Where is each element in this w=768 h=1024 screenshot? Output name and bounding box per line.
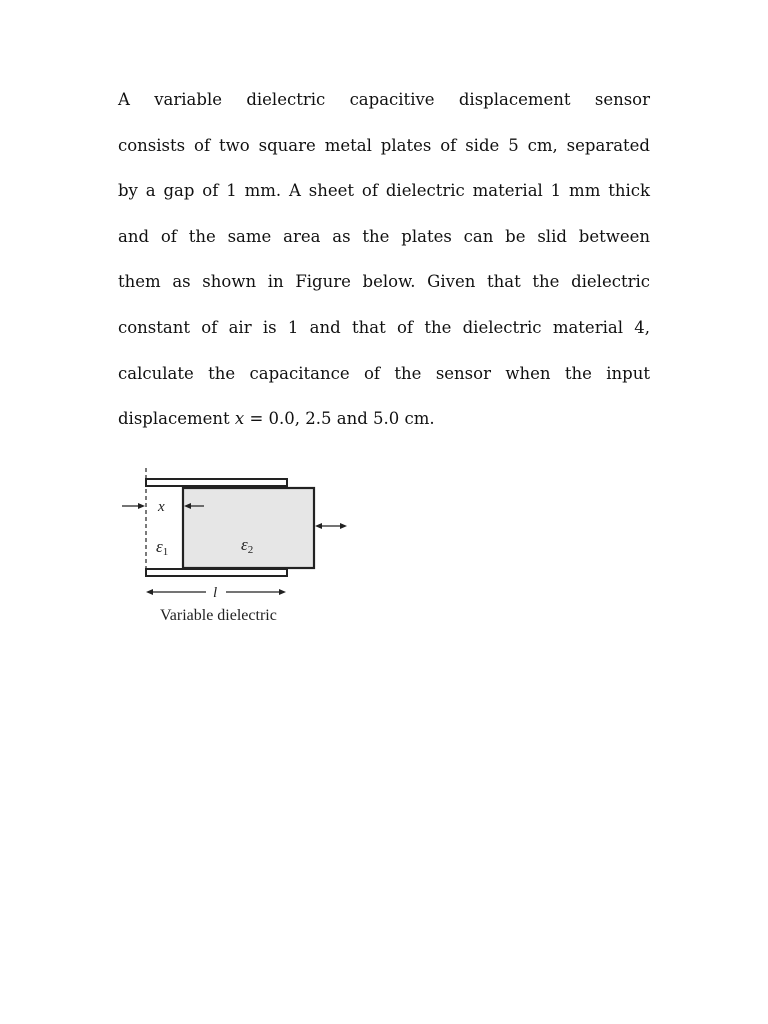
epsilon-2-label: ε2 (241, 535, 254, 556)
length-arrowhead-right (279, 589, 286, 595)
bottom-plate (146, 569, 287, 576)
problem-line-8-prefix: displacement (118, 409, 235, 429)
problem-line-2: consists of two square metal plates of side 5 cm, separated (118, 135, 650, 155)
problem-statement (118, 82, 650, 447)
problem-line-4: and of the same area as the plates can be slid between (118, 226, 650, 246)
length-arrowhead-left (146, 589, 153, 595)
variable-dielectric-figure (112, 462, 362, 632)
problem-line-7: calculate the capacitance of the sensor when the input (118, 363, 650, 383)
problem-line-5: them as shown in Figure below. Given that the dielectric (118, 272, 650, 292)
motion-arrowhead-left (315, 523, 322, 529)
figure-svg (112, 462, 362, 632)
problem-line-3: by a gap of 1 mm. A sheet of dielectric material 1 mm thick (118, 181, 650, 201)
problem-line-8-suffix: = 0.0, 2.5 and 5.0 cm. (244, 409, 435, 429)
problem-line-8 (118, 401, 650, 447)
top-plate (146, 479, 287, 486)
x-left-arrowhead (138, 503, 145, 509)
length-label: l (213, 585, 218, 601)
problem-line-1: A variable dielectric capacitive displacement sensor (118, 90, 650, 109)
x-label: x (158, 499, 165, 515)
motion-arrowhead-right (340, 523, 347, 529)
epsilon-1-label: ε1 (156, 537, 169, 558)
problem-line-6: constant of air is 1 and that of the dielectric material 4, (118, 317, 650, 337)
dielectric-sheet (183, 488, 314, 568)
displacement-variable: x (234, 409, 245, 429)
figure-caption: Variable dielectric (160, 607, 277, 624)
